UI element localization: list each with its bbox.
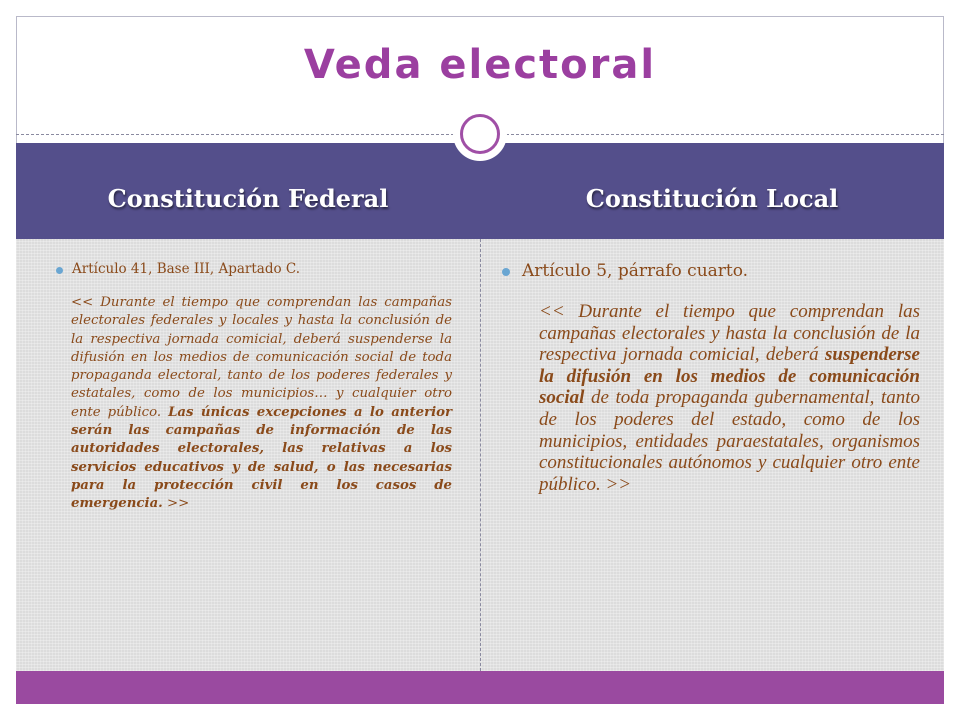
quote-emphasis: suspenderse la difusión en los medios de comunicación social (539, 344, 920, 409)
column-federal (56, 239, 452, 514)
quote-federal (71, 294, 452, 514)
article-text: Artículo 5, párrafo cuarto. (522, 261, 749, 281)
article-text: Artículo 41, Base III, Apartado C. (72, 261, 301, 277)
column-header-local: Constitución Local (585, 184, 839, 213)
bullet-icon (502, 268, 510, 276)
ring-ornament (453, 107, 507, 161)
quote-text: << Durante el tiempo que comprendan las campañas electorales y hasta la conclusión de la respectiva jornada comicial, deberá (539, 301, 920, 366)
quote-text-continued: de toda propaganda gubernamental, tanto de los poderes del estado, como de los municipios, entidades paraestatales, organismos constitucionales autónomos y cualquier otro ente público. >> (539, 387, 920, 495)
quote-close: >> (162, 496, 190, 512)
quote-text: << Durante el tiempo que comprendan las campañas electorales federales y locales y hasta la conclusión de la respectiva jornada comicial, deberá suspenderse la difusión en los medios de comunicación social de toda propaganda electoral, tanto de los poderes federales y estatales, como de los municipios… y cualquier otro ente público. (71, 295, 452, 420)
slide-title: Veda electoral (303, 42, 657, 88)
article-reference-federal (56, 261, 452, 277)
footer-band (16, 671, 944, 704)
quote-local (539, 301, 920, 495)
ring-ornament-circle (460, 114, 500, 154)
content-table (16, 239, 944, 671)
column-local (502, 239, 920, 495)
column-header-federal: Constitución Federal (107, 184, 389, 213)
article-reference-local (502, 261, 920, 281)
quote-emphasis: Las únicas excepciones a lo anterior serán las campañas de información de las autoridades electorales, las relativas a los servicios educativos y de salud, o las necesarias para la protección civil en los casos de emergencia. (71, 404, 453, 512)
column-divider (480, 239, 481, 671)
bullet-icon (56, 267, 63, 274)
